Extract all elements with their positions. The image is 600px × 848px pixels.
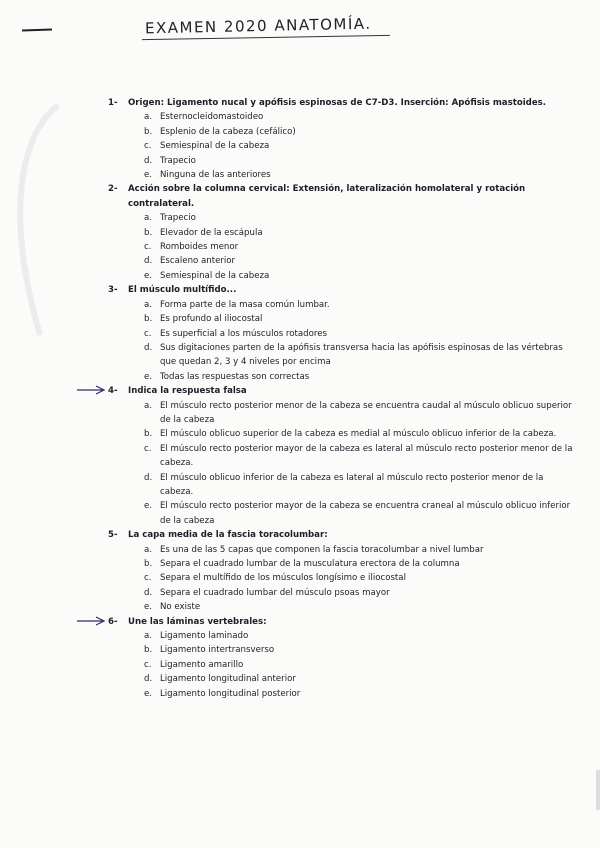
option-list (108, 629, 578, 701)
option-list (108, 110, 578, 182)
option-letter: e. (144, 602, 153, 613)
arrow-icon (76, 616, 106, 626)
answer-option (108, 341, 578, 370)
question-text: El músculo multífido... (128, 285, 237, 296)
option-text: No existe (160, 602, 201, 613)
question-stem (108, 283, 578, 297)
option-letter: c. (144, 443, 152, 454)
option-letter: a. (144, 544, 152, 555)
option-letter: d. (144, 256, 153, 267)
option-text: Esternocleidomastoideo (160, 112, 264, 123)
option-text: Separa el cuadrado lumbar de la musculatura erectora de la columna (160, 559, 460, 569)
pen-dash-mark (22, 28, 52, 31)
question-text: Origen: Ligamento nucal y apófisis espinosas de C7-D3. Inserción: Apófisis mastoides. (128, 98, 547, 108)
answer-option (108, 269, 578, 283)
option-text: Forma parte de la masa común lumbar. (160, 299, 330, 310)
option-text: Escaleno anterior (160, 256, 236, 267)
option-text: El músculo recto posterior mayor de la cabeza es lateral al músculo recto posterior menor de la cabeza. (160, 443, 573, 469)
answer-option (108, 168, 578, 182)
answer-option (108, 312, 578, 326)
option-letter: a. (144, 213, 152, 224)
answer-option (108, 327, 578, 341)
option-text: Es una de las 5 capas que componen la fascia toracolumbar a nivel lumbar (160, 544, 484, 555)
option-text: Esplenio de la cabeza (cefálico) (160, 126, 296, 137)
question-text: Acción sobre la columna cervical: Extensión, lateralización homolateral y rotación contralateral. (128, 184, 526, 209)
answer-option (108, 471, 578, 500)
option-text: Ninguna de las anteriores (160, 170, 271, 181)
option-text: Trapecio (160, 213, 196, 224)
question-stem (108, 182, 578, 211)
option-text: El músculo oblicuo inferior de la cabeza es lateral al músculo recto posterior menor de la cabeza. (160, 472, 544, 497)
option-text: Ligamento laminado (160, 631, 249, 642)
option-letter: d. (144, 674, 153, 685)
answer-option (108, 499, 578, 528)
option-text: Es superficial a los músculos rotadores (160, 328, 327, 339)
faint-background-mark (0, 95, 60, 345)
option-letter: e. (144, 270, 153, 281)
question-text: Indica la respuesta falsa (128, 386, 247, 397)
option-letter: c. (144, 573, 152, 584)
option-text: Separa el multífido de los músculos longísimo e iliocostal (160, 573, 406, 584)
question-stem (108, 384, 578, 398)
answer-option (108, 226, 578, 240)
option-letter: b. (144, 645, 153, 656)
option-text: Ligamento intertransverso (160, 645, 275, 656)
option-letter: e. (144, 371, 153, 382)
question-stem (108, 96, 578, 110)
option-text: Separa el cuadrado lumbar del músculo psoas mayor (160, 587, 390, 598)
option-text: Trapecio (160, 155, 196, 166)
option-letter: a. (144, 299, 152, 310)
option-letter: a. (144, 400, 152, 411)
option-letter: d. (144, 342, 153, 353)
option-list (108, 543, 578, 615)
option-text: El músculo oblicuo superior de la cabeza es medial al músculo oblicuo inferior de la cabeza. (160, 429, 557, 440)
option-text: Ligamento amarillo (160, 659, 244, 670)
answer-option (108, 139, 578, 153)
option-letter: a. (144, 631, 152, 642)
option-letter: c. (144, 659, 152, 670)
option-letter: b. (144, 559, 153, 569)
option-text: Elevador de la escápula (160, 227, 263, 238)
option-text: Semiespinal de la cabeza (160, 141, 270, 152)
option-letter: e. (144, 501, 153, 512)
option-list (108, 211, 578, 283)
option-text: Ligamento longitudinal anterior (160, 674, 296, 685)
question-number: 5- (108, 530, 118, 541)
question-number: 2- (108, 184, 118, 195)
question-list (108, 96, 578, 701)
option-letter: c. (144, 242, 152, 253)
question-number: 1- (108, 98, 118, 108)
question (108, 182, 578, 283)
option-text: El músculo recto posterior mayor de la cabeza se encuentra craneal al músculo oblicuo inferior de la cabeza (160, 501, 571, 526)
question (108, 528, 578, 614)
answer-option (108, 125, 578, 139)
answer-option (108, 399, 578, 428)
answer-option (108, 211, 578, 225)
answer-option (108, 571, 578, 585)
answer-option (108, 254, 578, 268)
answer-option (108, 442, 578, 471)
page-edge (596, 770, 600, 810)
answer-option (108, 600, 578, 614)
option-text: Es profundo al iliocostal (160, 314, 263, 325)
option-text: El músculo recto posterior menor de la cabeza se encuentra caudal al músculo oblicuo superior de la cabeza (160, 400, 572, 425)
answer-option (108, 427, 578, 441)
answer-option (108, 298, 578, 312)
option-list (108, 298, 578, 384)
option-letter: e. (144, 688, 153, 699)
option-letter: c. (144, 328, 152, 339)
answer-option (108, 586, 578, 600)
option-text: Romboides menor (160, 242, 239, 253)
exam-title: EXAMEN 2020 ANATOMÍA. (144, 14, 372, 38)
question-text: Une las láminas vertebrales: (128, 616, 267, 627)
question (108, 384, 578, 528)
arrow-icon (76, 385, 106, 395)
question-stem (108, 528, 578, 542)
option-letter: c. (144, 141, 152, 152)
option-letter: d. (144, 472, 153, 483)
option-letter: b. (144, 126, 153, 137)
question (108, 283, 578, 384)
question-text: La capa media de la fascia toracolumbar: (128, 530, 328, 541)
answer-option (108, 658, 578, 672)
question (108, 96, 578, 182)
answer-option (108, 557, 578, 571)
option-letter: d. (144, 587, 153, 598)
answer-option (108, 543, 578, 557)
option-letter: e. (144, 170, 153, 181)
option-text: Sus digitaciones parten de la apófisis transversa hacia las apófisis espinosas de las vértebras que quedan 2, 3 y 4 niveles por encima (160, 342, 563, 368)
question (108, 615, 578, 701)
option-text: Ligamento longitudinal posterior (160, 688, 301, 699)
option-list (108, 399, 578, 529)
question-number: 6- (108, 616, 118, 627)
option-text: Semiespinal de la cabeza (160, 270, 270, 281)
answer-option (108, 629, 578, 643)
question-number: 3- (108, 285, 118, 296)
question-number: 4- (108, 386, 118, 397)
answer-option (108, 370, 578, 384)
option-text: Todas las respuestas son correctas (160, 371, 310, 382)
option-letter: b. (144, 314, 153, 325)
option-letter: b. (144, 429, 153, 440)
answer-option (108, 240, 578, 254)
option-letter: b. (144, 227, 153, 238)
answer-option (108, 643, 578, 657)
option-letter: a. (144, 112, 152, 123)
option-letter: d. (144, 155, 153, 166)
answer-option (108, 110, 578, 124)
question-stem (108, 615, 578, 629)
answer-option (108, 687, 578, 701)
answer-option (108, 672, 578, 686)
answer-option (108, 154, 578, 168)
